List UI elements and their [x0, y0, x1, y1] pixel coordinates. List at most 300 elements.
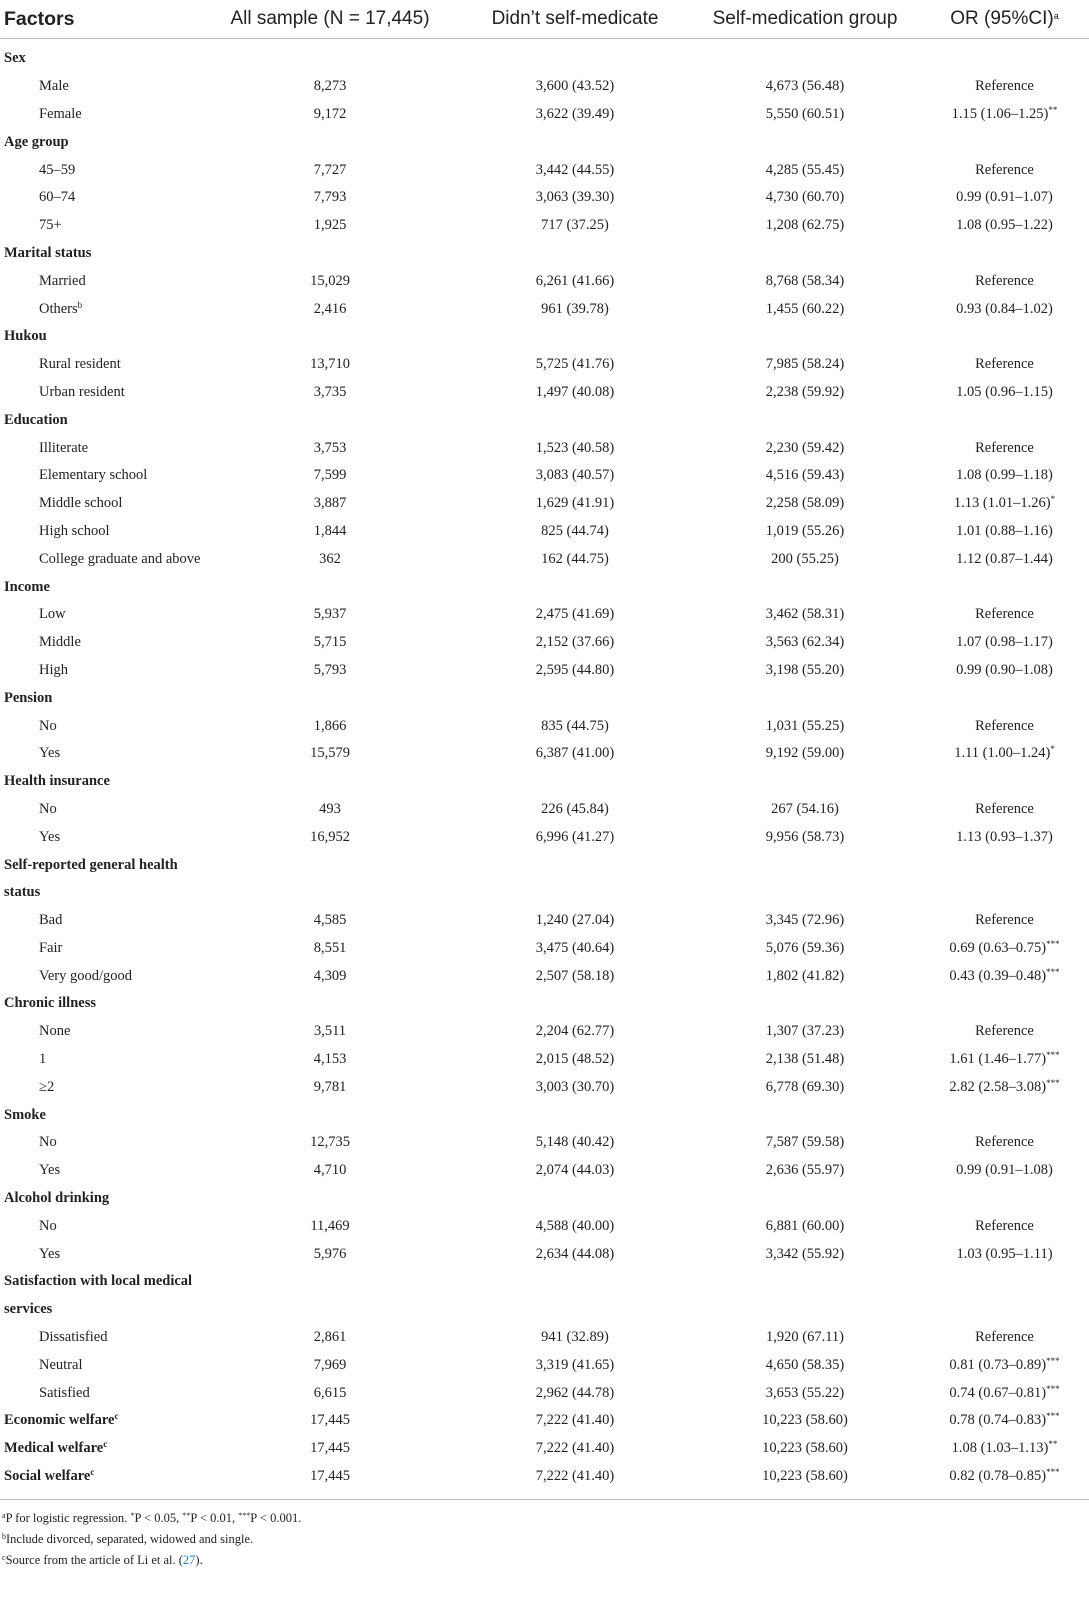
- cell-self-medication: 3,345 (72.96): [765, 912, 845, 929]
- cell-didnt-self-medicate: 3,442 (44.55): [535, 161, 615, 178]
- cell-all-sample: 5,793: [313, 661, 347, 678]
- footnote-a: [2, 1508, 1089, 1529]
- cell-or: [920, 740, 1089, 768]
- cell-or: [920, 712, 1089, 740]
- row-label: [0, 101, 200, 129]
- category-label: Hukou: [4, 328, 47, 345]
- cell-all-sample: 493: [319, 800, 341, 817]
- cell-self-medication: 267 (54.16): [771, 800, 839, 817]
- cell-or: [920, 518, 1089, 546]
- cell-or-value: Reference: [975, 606, 1034, 623]
- table-row: [0, 518, 1089, 546]
- cell-all-sample: 5,937: [313, 606, 347, 623]
- cell-didnt-self-medicate: 1,523 (40.58): [535, 439, 615, 456]
- cell-self-medication: 7,985 (58.24): [765, 356, 845, 373]
- cell-or-value: 1.08 (1.03–1.13): [951, 1440, 1049, 1457]
- table-row: [0, 1240, 1089, 1268]
- cell-or-value: 0.43 (0.39–0.48): [949, 967, 1047, 984]
- row-label-text: No: [39, 717, 57, 734]
- cell-or: [920, 184, 1089, 212]
- footnote-a-mark: a: [2, 1511, 6, 1520]
- cell-all-sample: 7,727: [313, 161, 347, 178]
- table-row: [0, 1351, 1089, 1379]
- cell-didnt-self-medicate: 7,222 (41.40): [535, 1412, 615, 1429]
- cell-all-sample: 17,445: [310, 1440, 350, 1457]
- table-row: [0, 184, 1089, 212]
- footnote-c-end: ).: [195, 1553, 203, 1567]
- table-row: [0, 823, 1089, 851]
- category-row: [0, 1101, 1089, 1129]
- row-label: [0, 796, 200, 824]
- category-label: Chronic illness: [4, 995, 96, 1012]
- cell-all-sample: 7,599: [313, 467, 347, 484]
- cell-all-sample: 3,887: [313, 495, 347, 512]
- significance-mark: ***: [1046, 938, 1060, 949]
- cell-or-value: 1.61 (1.46–1.77): [949, 1051, 1047, 1068]
- category-label: services: [4, 1301, 53, 1318]
- footnote-b: [2, 1529, 1089, 1550]
- cell-all-sample: 3,753: [313, 439, 347, 456]
- cell-all-sample: 2,416: [313, 300, 347, 317]
- row-label-text: Yes: [39, 1162, 61, 1179]
- row-label-text: Middle: [39, 634, 81, 651]
- cell-didnt-self-medicate: 3,319 (41.65): [535, 1356, 615, 1373]
- table-row: [0, 490, 1089, 518]
- cell-didnt-self-medicate: 717 (37.25): [541, 217, 609, 234]
- header-or: [920, 0, 1089, 39]
- cell-all-sample: 7,969: [313, 1356, 347, 1373]
- table-row: [0, 156, 1089, 184]
- cell-self-medication: 10,223 (58.60): [762, 1468, 848, 1485]
- cell-or: [920, 379, 1089, 407]
- cell-or-value: 0.74 (0.67–0.81): [949, 1384, 1047, 1401]
- row-label: [0, 1129, 200, 1157]
- table-row: [0, 267, 1089, 295]
- row-label-text: None: [39, 1023, 71, 1040]
- row-label-text: Urban resident: [39, 383, 125, 400]
- row-label-text: Illiterate: [39, 439, 89, 456]
- category-label: Alcohol drinking: [4, 1190, 110, 1207]
- cell-self-medication: 3,198 (55.20): [765, 661, 845, 678]
- category-label: Satisfaction with local medical: [4, 1273, 193, 1290]
- category-label: status: [4, 884, 41, 901]
- row-label: [0, 1073, 200, 1101]
- category-row: [0, 240, 1089, 268]
- row-label: [0, 740, 200, 768]
- table-row: [0, 351, 1089, 379]
- row-label: [0, 1407, 200, 1435]
- row-label-text: No: [39, 1217, 57, 1234]
- cell-or-value: 1.13 (1.01–1.26): [953, 495, 1051, 512]
- cell-or-value: Reference: [975, 78, 1034, 95]
- row-label: [0, 712, 200, 740]
- cell-or-value: 1.08 (0.99–1.18): [956, 467, 1053, 484]
- cell-didnt-self-medicate: 3,063 (39.30): [535, 189, 615, 206]
- row-label-text: Female: [39, 105, 82, 122]
- cell-self-medication: 10,223 (58.60): [762, 1440, 848, 1457]
- cell-or: [920, 1463, 1089, 1491]
- footnote-c-mark: c: [2, 1553, 6, 1562]
- cell-all-sample: 15,579: [310, 745, 350, 762]
- row-label-text: Low: [39, 606, 66, 623]
- cell-or-value: Reference: [975, 272, 1034, 289]
- table-row: [0, 1324, 1089, 1352]
- cell-or-value: Reference: [975, 356, 1034, 373]
- cell-or-value: 1.08 (0.95–1.22): [956, 217, 1053, 234]
- cell-all-sample: 4,710: [313, 1162, 347, 1179]
- significance-mark: **: [1048, 1439, 1058, 1450]
- category-row: [0, 851, 1089, 879]
- cell-self-medication: 3,462 (58.31): [765, 606, 845, 623]
- footnote-a-star2: **: [182, 1511, 191, 1520]
- row-label: [0, 601, 200, 629]
- cell-self-medication: 4,673 (56.48): [765, 78, 845, 95]
- category-row: [0, 684, 1089, 712]
- row-label-footnote-mark: c: [90, 1467, 95, 1478]
- cell-or-value: 0.99 (0.91–1.07): [956, 189, 1053, 206]
- cell-didnt-self-medicate: 1,629 (41.91): [535, 495, 615, 512]
- table-row: [0, 935, 1089, 963]
- category-label: Age group: [4, 133, 69, 150]
- cell-all-sample: 15,029: [310, 272, 350, 289]
- row-label: [0, 212, 200, 240]
- cell-or-value: 0.81 (0.73–0.89): [949, 1356, 1047, 1373]
- cell-or-value: 0.99 (0.90–1.08): [956, 661, 1053, 678]
- row-label: [0, 490, 200, 518]
- table-row: [0, 1018, 1089, 1046]
- cell-all-sample: 4,585: [313, 912, 347, 929]
- significance-mark: *: [1050, 494, 1056, 505]
- row-label: [0, 351, 200, 379]
- cell-didnt-self-medicate: 835 (44.75): [541, 717, 609, 734]
- cell-or-value: 0.78 (0.74–0.83): [949, 1412, 1047, 1429]
- cell-all-sample: 1,925: [313, 217, 347, 234]
- cell-all-sample: 16,952: [310, 828, 350, 845]
- cell-self-medication: 3,342 (55.92): [765, 1245, 845, 1262]
- cell-self-medication: 2,230 (59.42): [765, 439, 845, 456]
- significance-mark: *: [1050, 744, 1055, 755]
- row-label: [0, 1435, 200, 1463]
- cell-all-sample: 4,153: [313, 1051, 347, 1068]
- cell-self-medication: 1,455 (60.22): [765, 300, 845, 317]
- cell-all-sample: 8,273: [313, 78, 347, 95]
- row-label-text: Yes: [39, 1245, 61, 1262]
- category-row: [0, 39, 1089, 73]
- cell-or: [920, 1157, 1089, 1185]
- footnote-a-text4: P < 0.001.: [250, 1511, 302, 1525]
- cell-all-sample: 3,511: [313, 1023, 347, 1040]
- category-label: Marital status: [4, 244, 92, 261]
- table-footnotes: [0, 1508, 1089, 1571]
- cell-or-value: 0.93 (0.84–1.02): [956, 300, 1053, 317]
- cell-self-medication: 3,563 (62.34): [765, 634, 845, 651]
- cell-or-value: 1.07 (0.98–1.17): [956, 634, 1053, 651]
- cell-or: [920, 1073, 1089, 1101]
- category-row: [0, 573, 1089, 601]
- table-row: [0, 1435, 1089, 1463]
- row-label-footnote-mark: b: [77, 299, 83, 310]
- cell-all-sample: 4,309: [313, 967, 347, 984]
- cell-didnt-self-medicate: 3,083 (40.57): [535, 467, 615, 484]
- cell-didnt-self-medicate: 226 (45.84): [541, 800, 609, 817]
- cell-all-sample: 1,844: [313, 522, 347, 539]
- cell-self-medication: 8,768 (58.34): [765, 272, 845, 289]
- cell-self-medication: 2,238 (59.92): [765, 383, 845, 400]
- cell-self-medication: 3,653 (55.22): [765, 1384, 845, 1401]
- cell-didnt-self-medicate: 2,015 (48.52): [535, 1051, 615, 1068]
- cell-all-sample: 17,445: [310, 1468, 350, 1485]
- header-self-medication-group: Self-medication group: [690, 0, 920, 39]
- table-row: [0, 1046, 1089, 1074]
- reference-link-27[interactable]: 27: [182, 1553, 196, 1567]
- row-label-text: 75+: [39, 217, 62, 234]
- cell-self-medication: 200 (55.25): [771, 550, 839, 567]
- row-label: [0, 1324, 200, 1352]
- cell-or: [920, 462, 1089, 490]
- cell-didnt-self-medicate: 2,634 (44.08): [535, 1245, 615, 1262]
- row-label: [0, 518, 200, 546]
- row-label: [0, 1212, 200, 1240]
- cell-all-sample: 5,976: [313, 1245, 347, 1262]
- row-label-text: Economic welfare: [4, 1412, 115, 1429]
- row-label: [0, 1379, 200, 1407]
- row-label: [0, 907, 200, 935]
- header-or-footnote-mark: a: [1053, 11, 1059, 21]
- cell-or: [920, 935, 1089, 963]
- cell-or: [920, 1407, 1089, 1435]
- cell-or-value: Reference: [975, 800, 1034, 817]
- table-row: [0, 73, 1089, 101]
- cell-all-sample: 11,469: [310, 1217, 350, 1234]
- cell-didnt-self-medicate: 162 (44.75): [541, 550, 609, 567]
- cell-self-medication: 10,223 (58.60): [762, 1412, 848, 1429]
- row-label: [0, 295, 200, 323]
- cell-didnt-self-medicate: 825 (44.74): [541, 522, 609, 539]
- cell-or-value: Reference: [975, 161, 1034, 178]
- category-row: [0, 1296, 1089, 1324]
- cell-didnt-self-medicate: 961 (39.78): [541, 300, 609, 317]
- row-label-footnote-mark: c: [114, 1411, 119, 1422]
- cell-or: [920, 1379, 1089, 1407]
- row-label-text: 45–59: [39, 161, 76, 178]
- cell-self-medication: 5,550 (60.51): [765, 105, 845, 122]
- cell-or-value: 1.13 (0.93–1.37): [956, 828, 1053, 845]
- table-row: [0, 1463, 1089, 1491]
- category-label: Education: [4, 411, 68, 428]
- cell-or-value: 1.12 (0.87–1.44): [956, 550, 1053, 567]
- cell-self-medication: 4,285 (55.45): [765, 161, 845, 178]
- cell-or: [920, 657, 1089, 685]
- row-label-text: High: [39, 661, 68, 678]
- table-row: [0, 101, 1089, 129]
- cell-or-value: Reference: [975, 717, 1034, 734]
- cell-or-value: 0.99 (0.91–1.08): [956, 1162, 1053, 1179]
- cell-didnt-self-medicate: 6,261 (41.66): [535, 272, 615, 289]
- table-bottom-rule: [0, 1499, 1089, 1500]
- cell-or: [920, 629, 1089, 657]
- table-header-row: [0, 0, 1089, 39]
- cell-or-value: Reference: [975, 912, 1034, 929]
- footnote-a-text3: P < 0.01,: [190, 1511, 239, 1525]
- row-label: [0, 657, 200, 685]
- cell-self-medication: 1,208 (62.75): [765, 217, 845, 234]
- table-row: [0, 796, 1089, 824]
- cell-or-value: 1.01 (0.88–1.16): [956, 522, 1053, 539]
- row-label: [0, 935, 200, 963]
- cell-or: [920, 907, 1089, 935]
- table-body: [0, 39, 1089, 1491]
- cell-or: [920, 490, 1089, 518]
- significance-mark: ***: [1046, 1467, 1060, 1478]
- row-label: [0, 1046, 200, 1074]
- cell-or: [920, 212, 1089, 240]
- cell-or: [920, 351, 1089, 379]
- significance-mark: **: [1048, 104, 1058, 115]
- cell-didnt-self-medicate: 2,595 (44.80): [535, 661, 615, 678]
- row-label: [0, 73, 200, 101]
- category-label: Health insurance: [4, 773, 110, 790]
- cell-didnt-self-medicate: 2,507 (58.18): [535, 967, 615, 984]
- row-label-text: Others: [39, 300, 78, 317]
- cell-self-medication: 9,956 (58.73): [765, 828, 845, 845]
- table-row: [0, 1157, 1089, 1185]
- cell-all-sample: 3,735: [313, 383, 347, 400]
- significance-mark: ***: [1046, 1383, 1060, 1394]
- row-label: [0, 1351, 200, 1379]
- category-row: [0, 768, 1089, 796]
- cell-or: [920, 295, 1089, 323]
- cell-self-medication: 6,778 (69.30): [765, 1078, 845, 1095]
- footnote-b-mark: b: [2, 1532, 6, 1541]
- category-label: Sex: [4, 50, 26, 67]
- row-label: [0, 1018, 200, 1046]
- row-label-text: Elementary school: [39, 467, 148, 484]
- footnote-a-text: P for logistic regression.: [5, 1511, 131, 1525]
- row-label: [0, 156, 200, 184]
- cell-or: [920, 1324, 1089, 1352]
- category-row: [0, 990, 1089, 1018]
- cell-or: [920, 1129, 1089, 1157]
- row-label-text: Dissatisfied: [39, 1329, 108, 1346]
- cell-all-sample: 6,615: [313, 1384, 347, 1401]
- cell-self-medication: 2,138 (51.48): [765, 1051, 845, 1068]
- footnote-a-text2: P < 0.05,: [134, 1511, 183, 1525]
- cell-didnt-self-medicate: 3,622 (39.49): [535, 105, 615, 122]
- footnote-c: [2, 1550, 1089, 1571]
- cell-all-sample: 9,781: [313, 1078, 347, 1095]
- cell-self-medication: 9,192 (59.00): [765, 745, 845, 762]
- table-row: [0, 212, 1089, 240]
- cell-self-medication: 7,587 (59.58): [765, 1134, 845, 1151]
- row-label: [0, 267, 200, 295]
- category-row: [0, 1185, 1089, 1213]
- cell-self-medication: 5,076 (59.36): [765, 939, 845, 956]
- cell-or: [920, 962, 1089, 990]
- cell-or: [920, 1240, 1089, 1268]
- footnote-a-star3: ***: [238, 1511, 251, 1520]
- category-label: Smoke: [4, 1106, 46, 1123]
- row-label-text: College graduate and above: [39, 550, 201, 567]
- table-row: [0, 907, 1089, 935]
- cell-or: [920, 1351, 1089, 1379]
- cell-self-medication: 1,307 (37.23): [765, 1023, 845, 1040]
- table-row: [0, 434, 1089, 462]
- table-row: [0, 462, 1089, 490]
- row-label-text: No: [39, 800, 57, 817]
- cell-or-value: Reference: [975, 1023, 1034, 1040]
- row-label-text: Male: [39, 78, 69, 95]
- cell-didnt-self-medicate: 941 (32.89): [541, 1329, 609, 1346]
- cell-or: [920, 267, 1089, 295]
- table-row: [0, 629, 1089, 657]
- cell-or: [920, 1046, 1089, 1074]
- row-label: [0, 379, 200, 407]
- row-label-text: Bad: [39, 912, 63, 929]
- cell-self-medication: 4,650 (58.35): [765, 1356, 845, 1373]
- row-label: [0, 434, 200, 462]
- row-label-text: ≥2: [39, 1078, 55, 1095]
- cell-or-value: 1.11 (1.00–1.24): [954, 745, 1051, 762]
- table-row: [0, 295, 1089, 323]
- cell-or-value: 1.05 (0.96–1.15): [956, 383, 1053, 400]
- cell-or-value: Reference: [975, 1217, 1034, 1234]
- cell-all-sample: 2,861: [313, 1329, 347, 1346]
- cell-or-value: Reference: [975, 1134, 1034, 1151]
- footnote-b-text: Include divorced, separated, widowed and single.: [6, 1532, 254, 1546]
- row-label: [0, 462, 200, 490]
- cell-didnt-self-medicate: 4,588 (40.00): [535, 1217, 615, 1234]
- cell-self-medication: 4,730 (60.70): [765, 189, 845, 206]
- cell-all-sample: 17,445: [310, 1412, 350, 1429]
- cell-or-value: 1.03 (0.95–1.11): [956, 1245, 1053, 1262]
- cell-didnt-self-medicate: 7,222 (41.40): [535, 1468, 615, 1485]
- cell-or: [920, 1018, 1089, 1046]
- cell-didnt-self-medicate: 7,222 (41.40): [535, 1440, 615, 1457]
- cell-or: [920, 1435, 1089, 1463]
- category-row: [0, 323, 1089, 351]
- cell-all-sample: 1,866: [313, 717, 347, 734]
- cell-all-sample: 13,710: [310, 356, 350, 373]
- cell-all-sample: 9,172: [313, 105, 347, 122]
- cell-self-medication: 4,516 (59.43): [765, 467, 845, 484]
- row-label: [0, 1463, 200, 1491]
- significance-mark: ***: [1046, 1411, 1060, 1422]
- cell-didnt-self-medicate: 2,074 (44.03): [535, 1162, 615, 1179]
- cell-didnt-self-medicate: 3,475 (40.64): [535, 939, 615, 956]
- row-label: [0, 823, 200, 851]
- cell-or: [920, 796, 1089, 824]
- footnote-a-star1: *: [130, 1511, 135, 1520]
- cell-all-sample: 7,793: [313, 189, 347, 206]
- table-row: [0, 740, 1089, 768]
- header-all-sample: All sample (N = 17,445): [200, 0, 460, 39]
- cell-self-medication: 1,019 (55.26): [765, 522, 845, 539]
- category-label: Pension: [4, 689, 53, 706]
- cell-didnt-self-medicate: 5,148 (40.42): [535, 1134, 615, 1151]
- header-factors: Factors: [0, 0, 200, 39]
- significance-mark: ***: [1046, 1355, 1060, 1366]
- table-row: [0, 1379, 1089, 1407]
- row-label-text: 60–74: [39, 189, 76, 206]
- cell-self-medication: 1,802 (41.82): [765, 967, 845, 984]
- category-row: [0, 406, 1089, 434]
- cell-or-value: Reference: [975, 1329, 1034, 1346]
- cell-or: [920, 101, 1089, 129]
- table-row: [0, 1407, 1089, 1435]
- significance-mark: ***: [1046, 1077, 1060, 1088]
- cell-didnt-self-medicate: 1,497 (40.08): [535, 383, 615, 400]
- cell-self-medication: 1,031 (55.25): [765, 717, 845, 734]
